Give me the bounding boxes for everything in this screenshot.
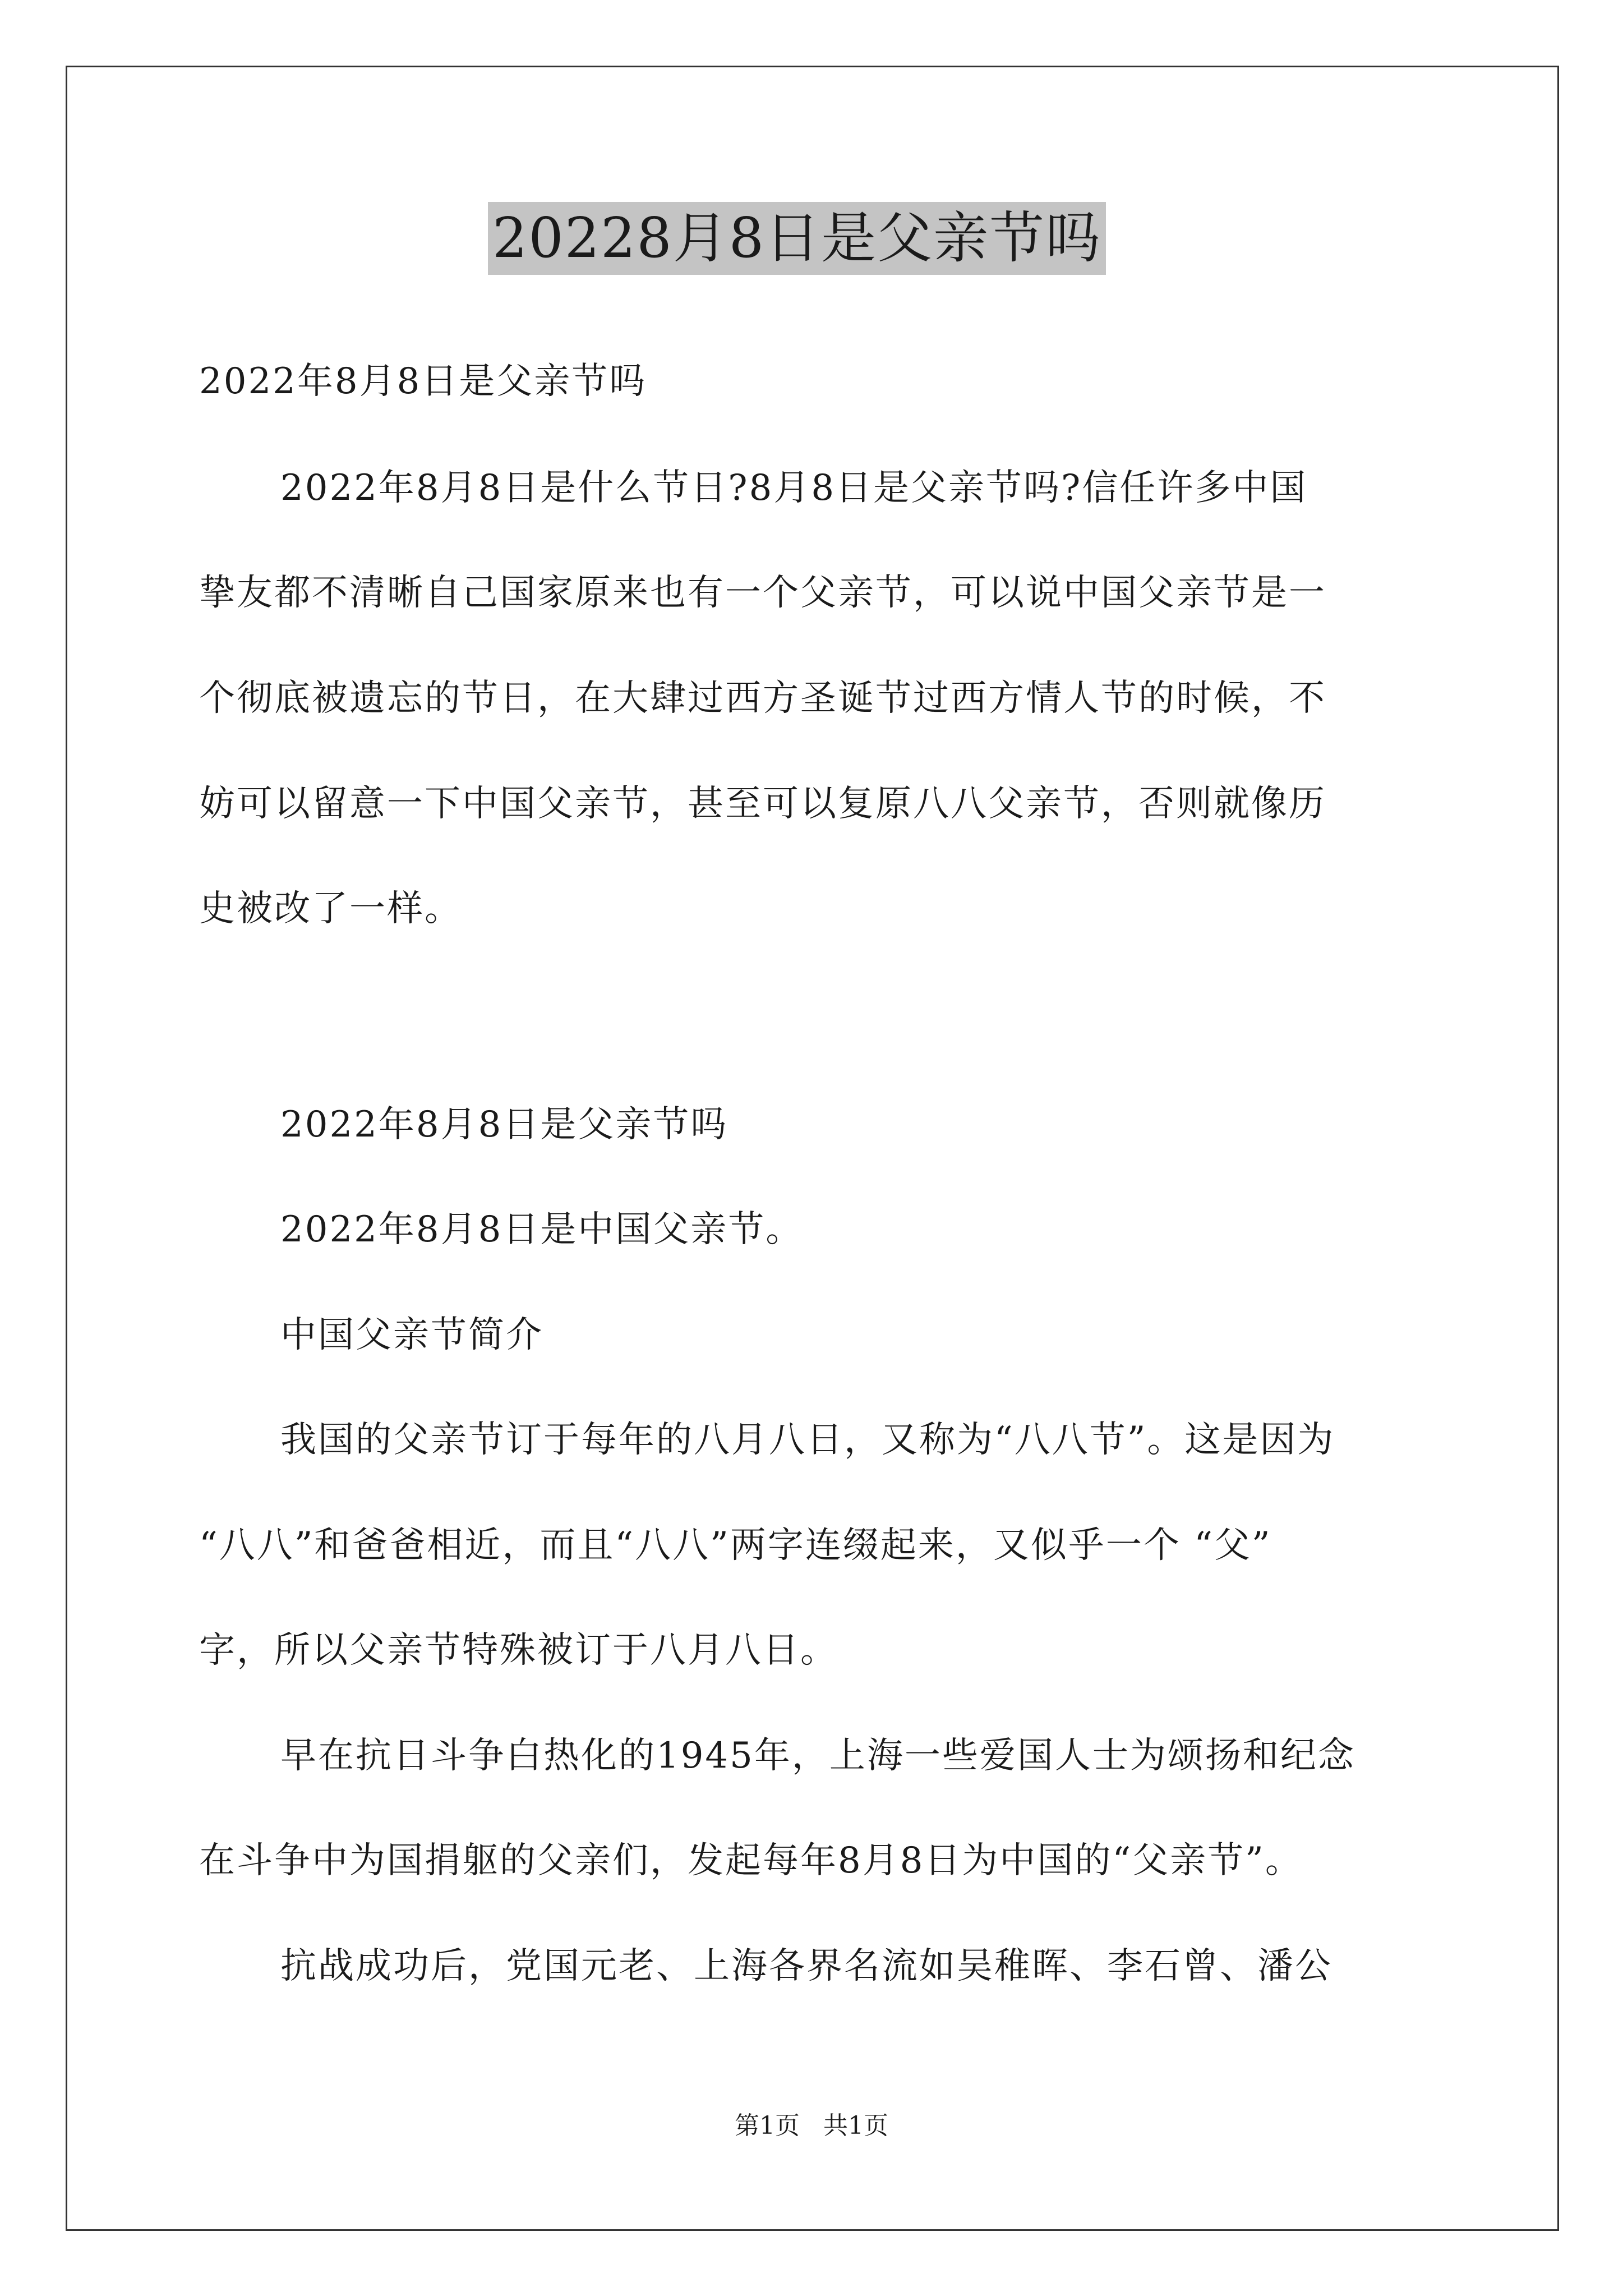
paragraph-1-line-2: 挚友都不清晰自己国家原来也有一个父亲节，可以说中国父亲节是一 [199, 572, 1326, 614]
section-heading-intro: 中国父亲节简介 [280, 1314, 543, 1356]
document-title: 20228月8日是父亲节吗 [488, 202, 1106, 275]
paragraph-2-line-1: 我国的父亲节订于每年的八月八日，又称为“八八节”。这是因为 [280, 1419, 1335, 1461]
paragraph-4-line-1: 抗战成功后，党国元老、上海各界名流如吴稚晖、李石曾、潘公 [280, 1945, 1332, 1987]
paragraph-2-line-2: “八八”和爸爸相近，而且“八八”两字连缀起来，又似乎一个 “父” [199, 1525, 1272, 1566]
paragraph-3-line-1: 早在抗日斗争白热化的1945年，上海一些爱国人士为颂扬和纪念 [280, 1735, 1355, 1777]
page-number-footer: 第1页 共1页 [735, 2111, 888, 2140]
paragraph-1-line-5: 史被改了一样。 [199, 888, 462, 930]
paragraph-1-line-1: 2022年8月8日是什么节日?8月8日是父亲节吗?信任许多中国 [280, 467, 1308, 509]
answer-text: 2022年8月8日是中国父亲节。 [280, 1209, 804, 1250]
subtitle: 2022年8月8日是父亲节吗 [199, 361, 647, 402]
section-heading: 2022年8月8日是父亲节吗 [280, 1104, 728, 1145]
paragraph-2-line-3: 字，所以父亲节特殊被订于八月八日。 [199, 1630, 838, 1671]
paragraph-1-line-3: 个彻底被遗忘的节日，在大肆过西方圣诞节过西方情人节的时候，不 [199, 678, 1326, 719]
paragraph-1-line-4: 妨可以留意一下中国父亲节，甚至可以复原八八父亲节，否则就像历 [199, 783, 1326, 825]
paragraph-3-line-2: 在斗争中为国捐躯的父亲们，发起每年8月8日为中国的“父亲节”。 [199, 1840, 1303, 1881]
